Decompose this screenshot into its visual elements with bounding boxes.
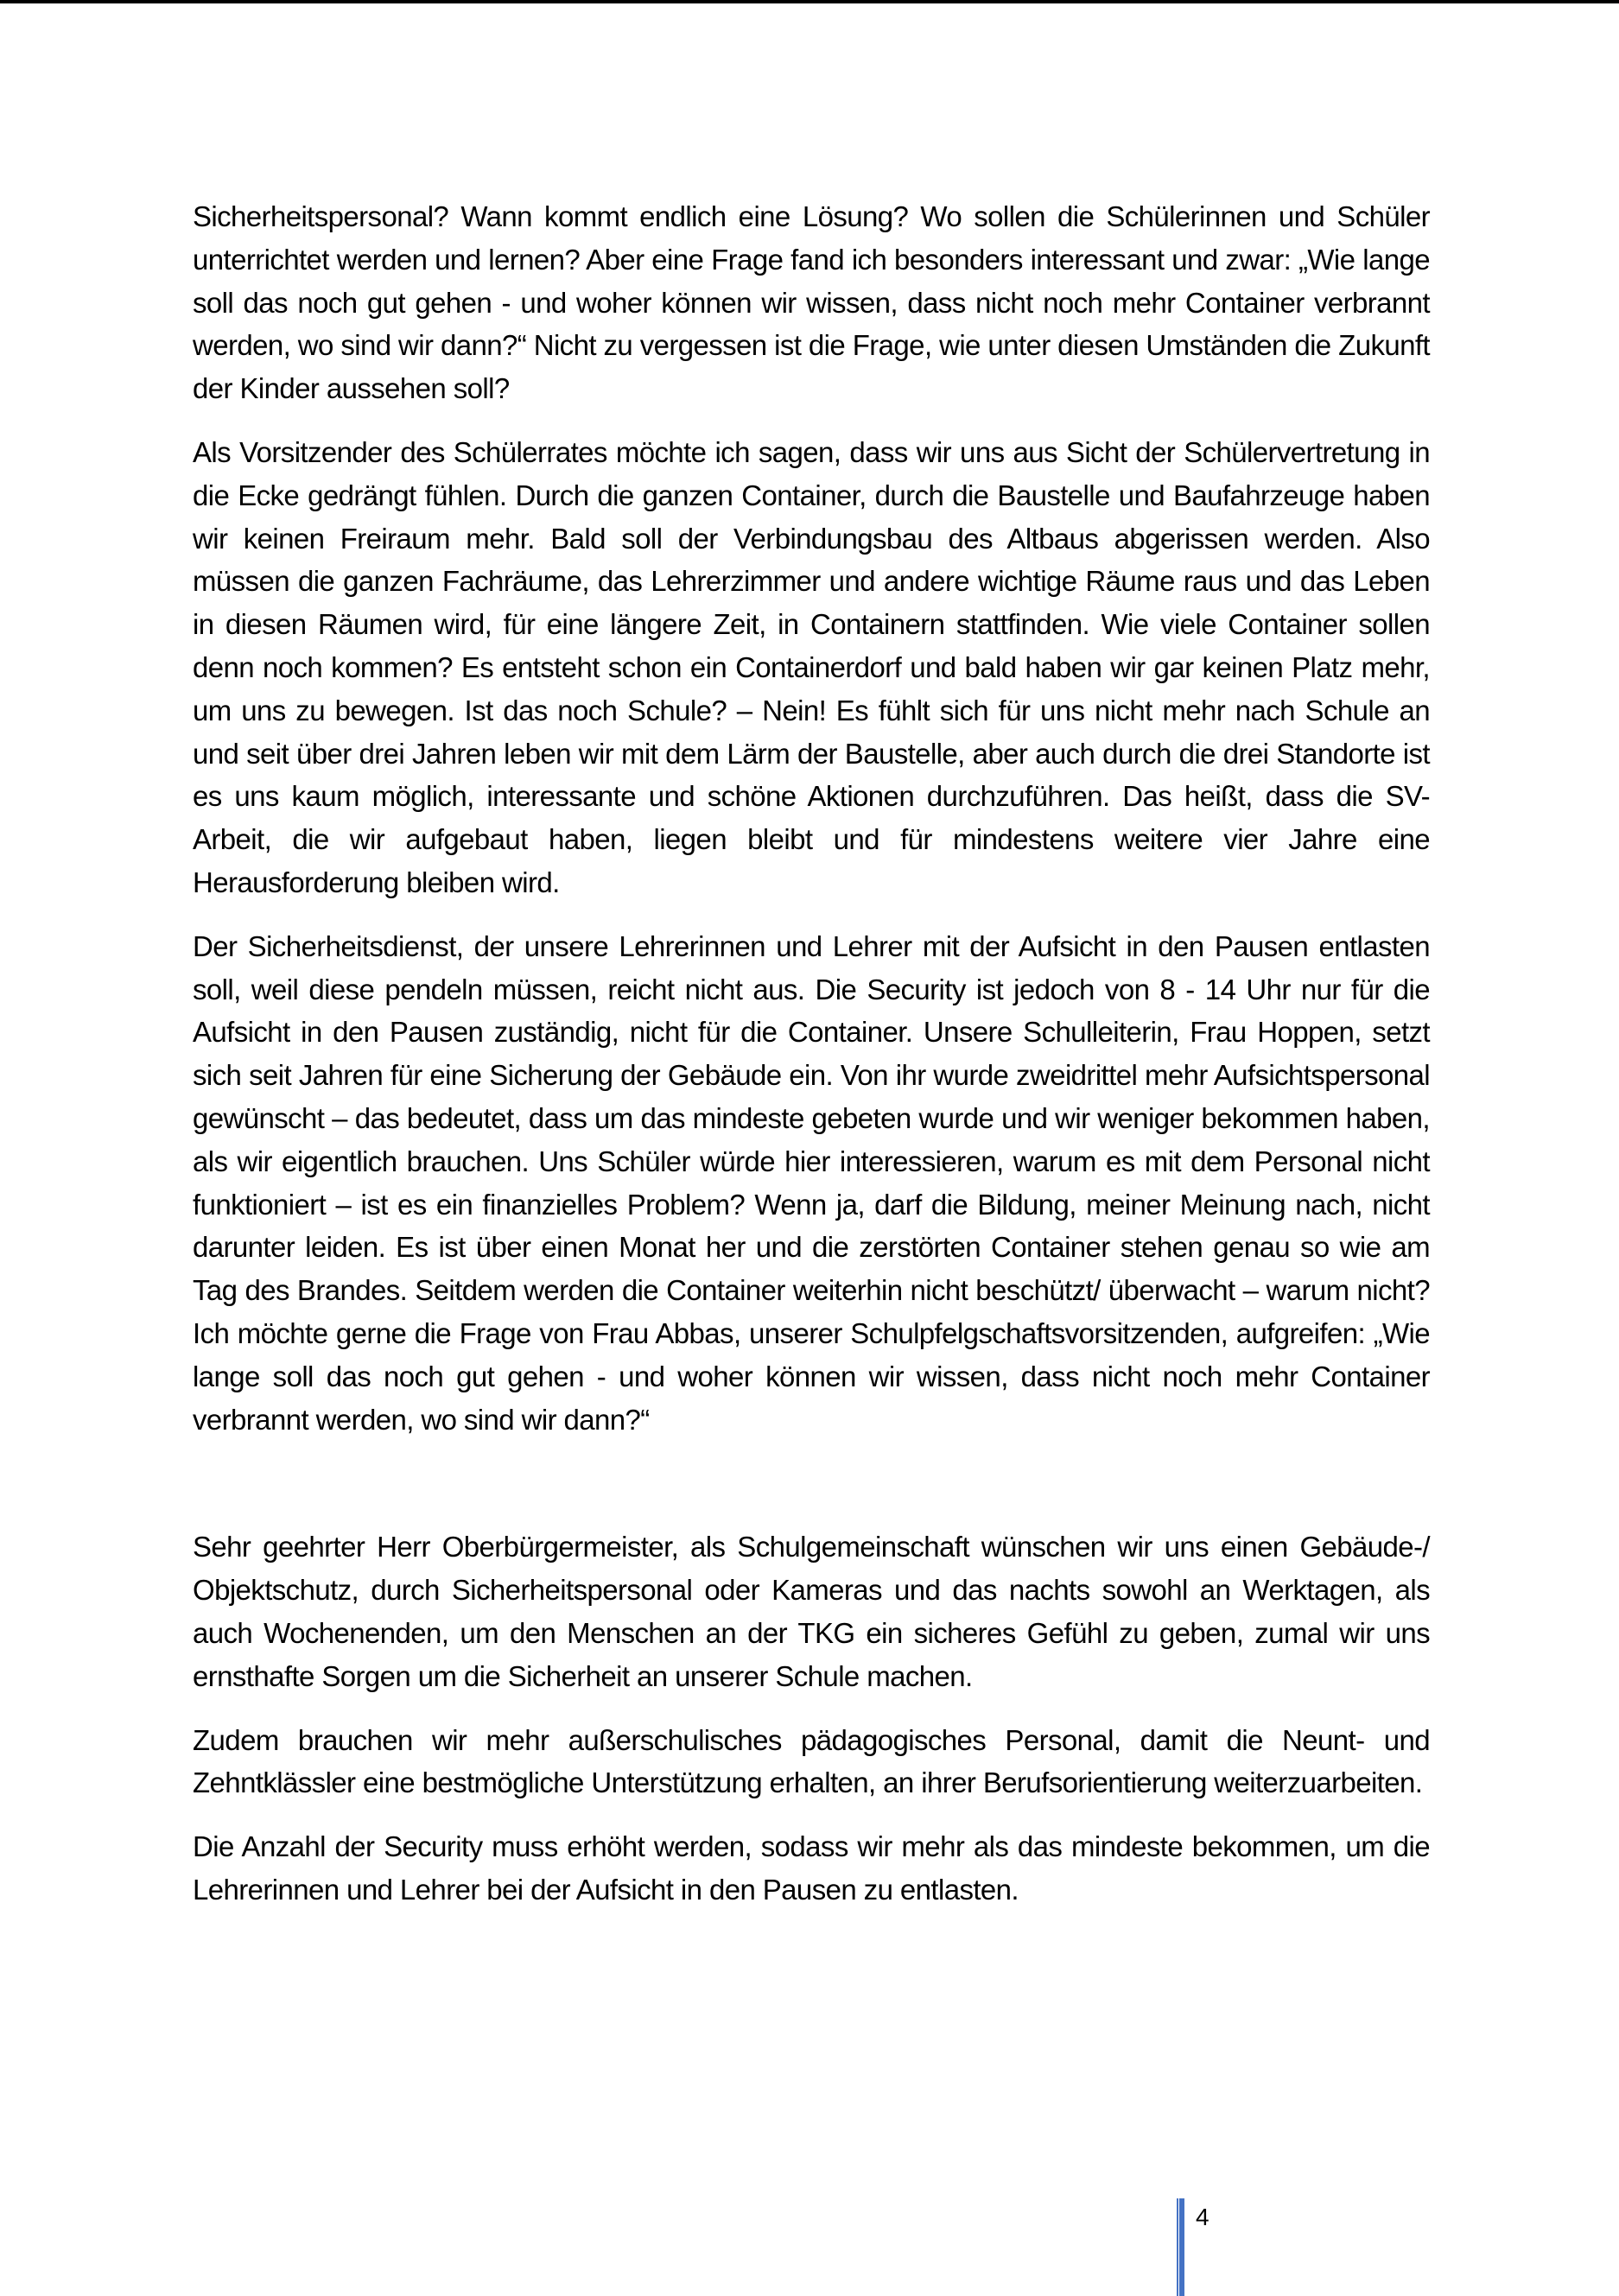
- paragraph-mayor-request: Sehr geehrter Herr Oberbürgermeister, als Schulgemeinschaft wünschen wir uns einen Gebäude-/ Objektschutz, durch Sicherheitspersonal oder Kameras und das nachts sowohl an Werktagen, als auch Wochenenden, um den Menschen an der TKG ein sicheres Gefühl zu geben, zumal wir uns ernsthafte Sorgen um die Sicherheit an unserer Schule machen.: [193, 1531, 1430, 1692]
- top-border: [0, 0, 1619, 3]
- page-number: 4: [1196, 2204, 1209, 2230]
- paragraph-security-increase: Die Anzahl der Security muss erhöht werden, sodass wir mehr als das mindeste bekommen, um die Lehrerinnen und Lehrer bei der Aufsicht in den Pausen zu entlasten.: [193, 1830, 1430, 1906]
- paragraph-spacer: [193, 1462, 1430, 1525]
- page-number-bar: [1177, 2198, 1178, 2296]
- paragraph-security-service: Der Sicherheitsdienst, der unsere Lehrerinnen und Lehrer mit der Aufsicht in den Pausen entlasten soll, weil diese pendeln müssen, reicht nicht aus. Die Security ist jedoch von 8 - 14 Uhr nur für die Aufsicht in den Pausen zuständig, nicht für die Container. Unsere Schulleiterin, Frau Hoppen, setzt sich seit Jahren für eine Sicherung der Gebäude ein. Von ihr wurde zweidrittel mehr Aufsichtspersonal gewünscht – das bedeutet, dass um das mindeste gebeten wurde und wir weniger bekommen haben, als wir eigentlich brauchen. Uns Schüler würde hier interessieren, warum es mit dem Personal nicht funktioniert – ist es ein finanzielles Problem? Wenn ja, darf die Bildung, meiner Meinung nach, nicht darunter leiden. Es ist über einen Monat her und die zerstörten Container stehen genau so wie am Tag des Brandes. Seitdem werden die Container weiterhin nicht beschützt/ überwacht – warum nicht? Ich möchte gerne die Frage von Frau Abbas, unserer Schulpfelgschaftsvorsitzenden, aufgreifen: „Wie lange soll das noch gut gehen - und woher können wir wissen, dass nicht noch mehr Container verbrannt werden, wo sind wir dann?“: [193, 929, 1430, 1436]
- paragraph-student-council: Als Vorsitzender des Schülerrates möchte ich sagen, dass wir uns aus Sicht der Schülervertretung in die Ecke gedrängt fühlen. Durch die ganzen Container, durch die Baustelle und Baufahrzeuge haben wir keinen Freiraum mehr. Bald soll der Verbindungsbau des Altbaus abgerissen werden. Also müssen die ganzen Fachräume, das Lehrerzimmer und andere wichtige Räume raus und das Leben in diesen Räumen wird, für eine längere Zeit, in Containern stattfinden. Wie viele Container sollen denn noch kommen? Es entsteht schon ein Containerdorf und bald haben wir gar keinen Platz mehr, um uns zu bewegen. Ist das noch Schule? – Nein! Es fühlt sich für uns nicht mehr nach Schule an und seit über drei Jahren leben wir mit dem Lärm der Baustelle, aber auch durch die drei Standorte ist es uns kaum möglich, interessante und schöne Aktionen durchzuführen. Das heißt, dass die SV-Arbeit, die wir aufgebaut haben, liegen bleibt und für mindestens weitere vier Jahre eine Herausforderung bleiben wird.: [193, 435, 1430, 898]
- page-number-bar-thick: [1179, 2198, 1184, 2296]
- document-body: [193, 195, 1430, 1932]
- paragraph-questions: Sicherheitspersonal? Wann kommt endlich eine Lösung? Wo sollen die Schülerinnen und Schüler unterrichtet werden und lernen? Aber eine Frage fand ich besonders interessant und zwar: „Wie lange soll das noch gut gehen - und woher können wir wissen, dass nicht noch mehr Container verbrannt werden, wo sind wir dann?“ Nicht zu vergessen ist die Frage, wie unter diesen Umständen die Zukunft der Kinder aussehen soll?: [193, 200, 1430, 405]
- page-footer: [1177, 2198, 1246, 2296]
- paragraph-pedagogical-staff: Zudem brauchen wir mehr außerschulisches pädagogisches Personal, damit die Neunt- und Zehntklässler eine bestmögliche Unterstützung erhalten, an ihrer Berufsorientierung weiterzuarbeiten.: [193, 1723, 1430, 1799]
